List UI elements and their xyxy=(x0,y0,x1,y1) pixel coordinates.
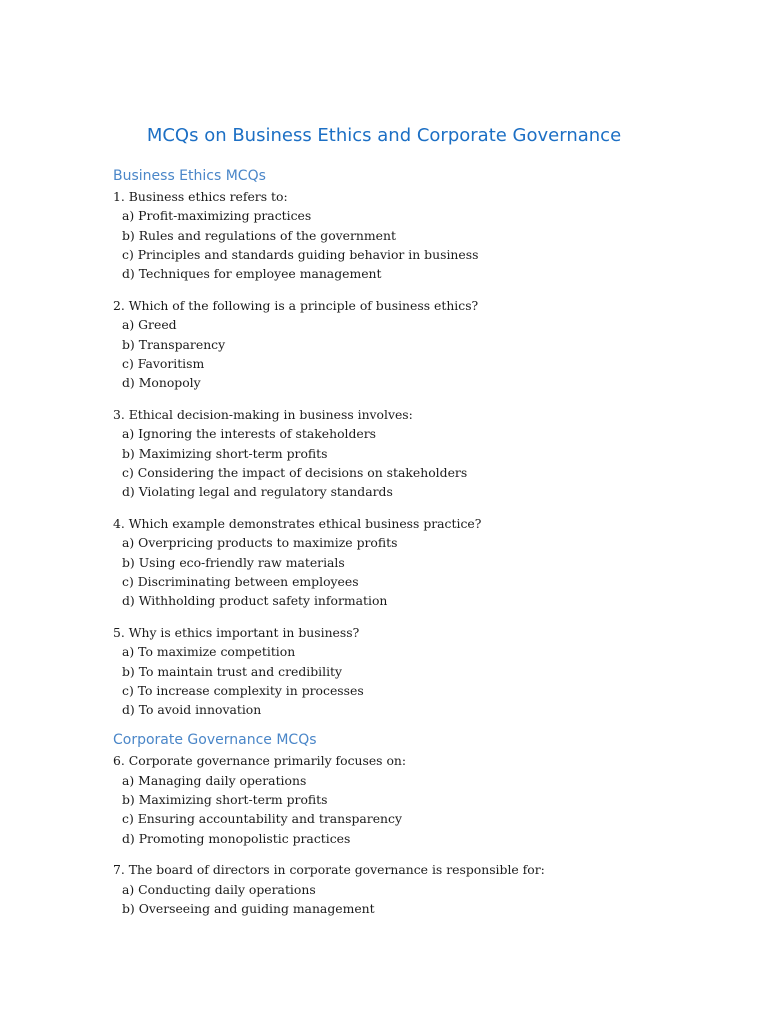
answer-option: c) Ensuring accountability and transparency xyxy=(122,811,402,827)
answer-options xyxy=(113,642,713,719)
mcq-section xyxy=(113,165,713,719)
question-text: 6. Corporate governance primarily focuses on: xyxy=(113,753,407,769)
answer-option: b) Maximizing short-term profits xyxy=(122,445,328,461)
question-text: 3. Ethical decision-making in business involves: xyxy=(113,406,413,422)
question-text: 2. Which of the following is a principle of business ethics? xyxy=(113,297,479,313)
question-text: 4. Which example demonstrates ethical business practice? xyxy=(113,515,482,531)
answer-option: d) Monopoly xyxy=(122,375,201,391)
question-text: 7. The board of directors in corporate governance is responsible for: xyxy=(113,862,545,878)
answer-option: a) Greed xyxy=(122,317,177,333)
answer-option: d) Violating legal and regulatory standards xyxy=(122,484,393,500)
answer-option: a) Overpricing products to maximize profits xyxy=(122,535,398,551)
answer-option: d) Promoting monopolistic practices xyxy=(122,830,351,846)
answer-option: b) Using eco-friendly raw materials xyxy=(122,554,345,570)
question-block xyxy=(113,296,713,392)
answer-option: c) Principles and standards guiding behavior in business xyxy=(122,246,479,262)
answer-option: a) To maximize competition xyxy=(122,644,296,660)
question-block xyxy=(113,623,713,719)
answer-options xyxy=(113,206,713,283)
section-heading: Corporate Governance MCQs xyxy=(113,732,317,749)
document-body xyxy=(113,165,713,918)
document-title: MCQs on Business Ethics and Corporate Governance xyxy=(146,125,622,146)
answer-option: c) To increase complexity in processes xyxy=(122,682,364,698)
answer-option: b) Overseeing and guiding management xyxy=(122,901,375,916)
answer-option: d) To avoid innovation xyxy=(122,702,262,718)
question-block xyxy=(113,187,713,283)
answer-option: a) Ignoring the interests of stakeholders xyxy=(122,426,377,442)
answer-option: c) Discriminating between employees xyxy=(122,573,359,589)
answer-option: b) To maintain trust and credibility xyxy=(122,663,343,679)
answer-option: a) Profit-maximizing practices xyxy=(122,208,312,224)
mcq-section xyxy=(113,729,713,918)
question-block xyxy=(113,405,713,501)
section-heading: Business Ethics MCQs xyxy=(113,168,266,184)
question-block xyxy=(113,860,713,918)
question-text: 1. Business ethics refers to: xyxy=(113,189,288,204)
answer-options xyxy=(113,771,713,848)
question-block xyxy=(113,514,713,610)
question-block xyxy=(113,751,713,847)
answer-option: b) Transparency xyxy=(122,336,226,352)
question-text: 5. Why is ethics important in business? xyxy=(113,624,360,640)
answer-options xyxy=(113,880,713,919)
answer-options xyxy=(113,533,713,610)
answer-option: a) Managing daily operations xyxy=(122,772,307,788)
answer-option: c) Favoritism xyxy=(122,355,205,371)
answer-option: b) Rules and regulations of the government xyxy=(122,227,396,243)
answer-option: c) Considering the impact of decisions on stakeholders xyxy=(122,464,468,480)
answer-option: d) Techniques for employee management xyxy=(122,266,382,282)
answer-option: a) Conducting daily operations xyxy=(122,881,316,897)
answer-option: d) Withholding product safety information xyxy=(122,593,388,609)
answer-options xyxy=(113,315,713,392)
answer-option: b) Maximizing short-term profits xyxy=(122,792,328,808)
answer-options xyxy=(113,424,713,501)
